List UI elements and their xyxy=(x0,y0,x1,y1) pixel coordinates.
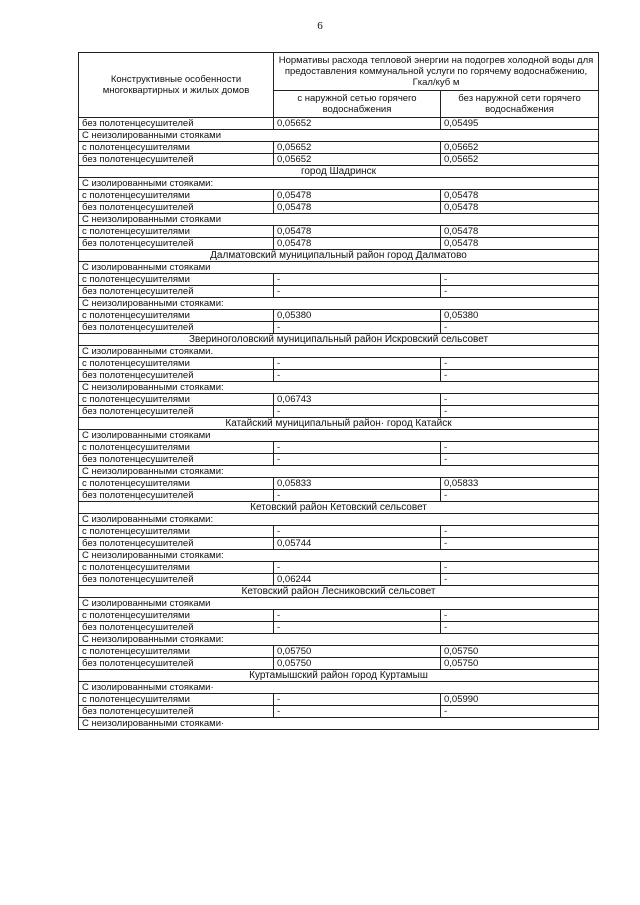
value-without-network: - xyxy=(441,538,599,550)
row-label: с полотенцесушителями xyxy=(79,142,274,154)
value-without-network: - xyxy=(441,454,599,466)
value-without-network: 0,05478 xyxy=(441,226,599,238)
section-row xyxy=(79,166,599,178)
value-without-network: 0,05990 xyxy=(441,694,599,706)
row-label: с полотенцесушителями xyxy=(79,694,274,706)
group-row xyxy=(79,682,599,694)
group-row xyxy=(79,466,599,478)
value-without-network: - xyxy=(441,610,599,622)
value-with-network: - xyxy=(274,694,441,706)
section-title: Далматовский муниципальный район город Далматово xyxy=(79,250,599,262)
group-row xyxy=(79,262,599,274)
section-title: Кетовский район Кетовский сельсовет xyxy=(79,502,599,514)
value-without-network: - xyxy=(441,490,599,502)
value-without-network: - xyxy=(441,622,599,634)
value-with-network: 0,05478 xyxy=(274,226,441,238)
table-row xyxy=(79,574,599,586)
section-row xyxy=(79,502,599,514)
value-with-network: - xyxy=(274,490,441,502)
section-title: Звериноголовский муниципальный район Искровский сельсовет xyxy=(79,334,599,346)
table-row xyxy=(79,394,599,406)
row-label: без полотенцесушителей xyxy=(79,370,274,382)
value-with-network: - xyxy=(274,406,441,418)
header-with-external-network: с наружной сетью горячего водоснабжения xyxy=(274,91,441,118)
row-label: без полотенцесушителей xyxy=(79,406,274,418)
section-row xyxy=(79,670,599,682)
table-row xyxy=(79,310,599,322)
table-row xyxy=(79,442,599,454)
row-label: с полотенцесушителями xyxy=(79,358,274,370)
group-row xyxy=(79,130,599,142)
section-title: Катайский муниципальный район· город Катайск xyxy=(79,418,599,430)
section-row xyxy=(79,334,599,346)
group-label: С неизолированными стояками: xyxy=(79,382,599,394)
table-row xyxy=(79,478,599,490)
group-label: С изолированными стояками· xyxy=(79,682,599,694)
value-without-network: 0,05833 xyxy=(441,478,599,490)
row-label: с полотенцесушителями xyxy=(79,646,274,658)
row-label: с полотенцесушителями xyxy=(79,478,274,490)
value-with-network: 0,05478 xyxy=(274,238,441,250)
section-title: город Шадринск xyxy=(79,166,599,178)
table-row xyxy=(79,406,599,418)
row-label: без полотенцесушителей xyxy=(79,238,274,250)
value-without-network: - xyxy=(441,394,599,406)
value-without-network: 0,05478 xyxy=(441,190,599,202)
table-row xyxy=(79,358,599,370)
value-without-network: - xyxy=(441,562,599,574)
table-row xyxy=(79,154,599,166)
value-with-network: 0,05478 xyxy=(274,202,441,214)
value-without-network: - xyxy=(441,322,599,334)
header-construction-features: Конструктивные особенности многоквартирных и жилых домов xyxy=(79,53,274,118)
value-without-network: 0,05652 xyxy=(441,142,599,154)
group-label: С неизолированными стояками: xyxy=(79,550,599,562)
value-without-network: - xyxy=(441,442,599,454)
group-label: С неизолированными стояками xyxy=(79,130,599,142)
value-with-network: - xyxy=(274,526,441,538)
value-with-network: 0,05750 xyxy=(274,658,441,670)
section-title: Куртамышский район город Куртамыш xyxy=(79,670,599,682)
table-row xyxy=(79,142,599,154)
table-row xyxy=(79,694,599,706)
header-heat-norms: Нормативы расхода тепловой энергии на подогрев холодной воды для предоставления коммунальной услуги по горячему водоснабжению, Гкал/куб м xyxy=(274,53,599,91)
value-with-network: - xyxy=(274,610,441,622)
value-with-network: 0,05744 xyxy=(274,538,441,550)
value-with-network: - xyxy=(274,322,441,334)
value-with-network: - xyxy=(274,706,441,718)
group-row xyxy=(79,634,599,646)
section-title: Кетовский район Лесниковский сельсовет xyxy=(79,586,599,598)
table-row xyxy=(79,658,599,670)
value-with-network: - xyxy=(274,274,441,286)
group-row xyxy=(79,598,599,610)
row-label: без полотенцесушителей xyxy=(79,322,274,334)
group-label: С неизолированными стояками: xyxy=(79,298,599,310)
group-row xyxy=(79,298,599,310)
value-with-network: - xyxy=(274,622,441,634)
group-label: С изолированными стояками. xyxy=(79,346,599,358)
table-row xyxy=(79,370,599,382)
row-label: с полотенцесушителями xyxy=(79,274,274,286)
row-label: без полотенцесушителей xyxy=(79,574,274,586)
row-label: без полотенцесушителей xyxy=(79,706,274,718)
row-label: без полотенцесушителей xyxy=(79,286,274,298)
table-row xyxy=(79,622,599,634)
group-row xyxy=(79,346,599,358)
table-row xyxy=(79,238,599,250)
group-row xyxy=(79,382,599,394)
table-header-row xyxy=(79,53,599,91)
table-row xyxy=(79,226,599,238)
value-with-network: - xyxy=(274,286,441,298)
group-label: С неизолированными стояками: xyxy=(79,466,599,478)
heat-norms-table xyxy=(78,52,599,730)
value-without-network: - xyxy=(441,274,599,286)
table-row xyxy=(79,190,599,202)
value-with-network: 0,05652 xyxy=(274,142,441,154)
table-row xyxy=(79,286,599,298)
value-with-network: 0,06244 xyxy=(274,574,441,586)
value-with-network: 0,05652 xyxy=(274,154,441,166)
group-label: С изолированными стояками xyxy=(79,262,599,274)
group-label: С изолированными стояками: xyxy=(79,514,599,526)
value-with-network: - xyxy=(274,358,441,370)
value-without-network: 0,05652 xyxy=(441,154,599,166)
group-row xyxy=(79,178,599,190)
value-without-network: - xyxy=(441,286,599,298)
table-row xyxy=(79,706,599,718)
section-row xyxy=(79,586,599,598)
value-without-network: 0,05478 xyxy=(441,202,599,214)
table-row xyxy=(79,274,599,286)
row-label: с полотенцесушителями xyxy=(79,526,274,538)
row-label: с полотенцесушителями xyxy=(79,226,274,238)
page-number: 6 xyxy=(317,20,323,32)
row-label: с полотенцесушителями xyxy=(79,442,274,454)
value-without-network: 0,05478 xyxy=(441,238,599,250)
value-without-network: - xyxy=(441,358,599,370)
row-label: с полотенцесушителями xyxy=(79,310,274,322)
group-row xyxy=(79,718,599,730)
group-row xyxy=(79,514,599,526)
header-without-external-network: без наружной сети горячего водоснабжения xyxy=(441,91,599,118)
value-without-network: 0,05495 xyxy=(441,118,599,130)
row-label: без полотенцесушителей xyxy=(79,622,274,634)
group-label: С изолированными стояками xyxy=(79,430,599,442)
group-label: С неизолированными стояками: xyxy=(79,634,599,646)
value-without-network: 0,05380 xyxy=(441,310,599,322)
table-row xyxy=(79,322,599,334)
table-row xyxy=(79,538,599,550)
value-with-network: 0,05750 xyxy=(274,646,441,658)
value-with-network: 0,05652 xyxy=(274,118,441,130)
value-without-network: 0,05750 xyxy=(441,658,599,670)
value-with-network: - xyxy=(274,562,441,574)
table-row xyxy=(79,454,599,466)
value-without-network: - xyxy=(441,526,599,538)
group-label: С неизолированными стояками xyxy=(79,214,599,226)
row-label: без полотенцесушителей xyxy=(79,490,274,502)
row-label: без полотенцесушителей xyxy=(79,118,274,130)
row-label: без полотенцесушителей xyxy=(79,454,274,466)
row-label: без полотенцесушителей xyxy=(79,202,274,214)
table-row xyxy=(79,562,599,574)
group-label: С изолированными стояками: xyxy=(79,178,599,190)
value-with-network: - xyxy=(274,370,441,382)
row-label: без полотенцесушителей xyxy=(79,154,274,166)
value-with-network: - xyxy=(274,454,441,466)
group-label: С неизолированными стояками· xyxy=(79,718,599,730)
value-without-network: - xyxy=(441,706,599,718)
group-label: С изолированными стояками xyxy=(79,598,599,610)
row-label: с полотенцесушителями xyxy=(79,562,274,574)
row-label: с полотенцесушителями xyxy=(79,190,274,202)
value-without-network: 0,05750 xyxy=(441,646,599,658)
value-with-network: 0,05478 xyxy=(274,190,441,202)
table-row xyxy=(79,118,599,130)
group-row xyxy=(79,430,599,442)
row-label: с полотенцесушителями xyxy=(79,394,274,406)
table-row xyxy=(79,646,599,658)
group-row xyxy=(79,214,599,226)
table-row xyxy=(79,526,599,538)
row-label: без полотенцесушителей xyxy=(79,658,274,670)
section-row xyxy=(79,418,599,430)
value-without-network: - xyxy=(441,574,599,586)
value-without-network: - xyxy=(441,370,599,382)
value-with-network: 0,06743 xyxy=(274,394,441,406)
value-with-network: 0,05380 xyxy=(274,310,441,322)
group-row xyxy=(79,550,599,562)
row-label: без полотенцесушителей xyxy=(79,538,274,550)
value-with-network: 0,05833 xyxy=(274,478,441,490)
row-label: с полотенцесушителями xyxy=(79,610,274,622)
value-without-network: - xyxy=(441,406,599,418)
table-row xyxy=(79,610,599,622)
table-row xyxy=(79,490,599,502)
section-row xyxy=(79,250,599,262)
value-with-network: - xyxy=(274,442,441,454)
table-row xyxy=(79,202,599,214)
